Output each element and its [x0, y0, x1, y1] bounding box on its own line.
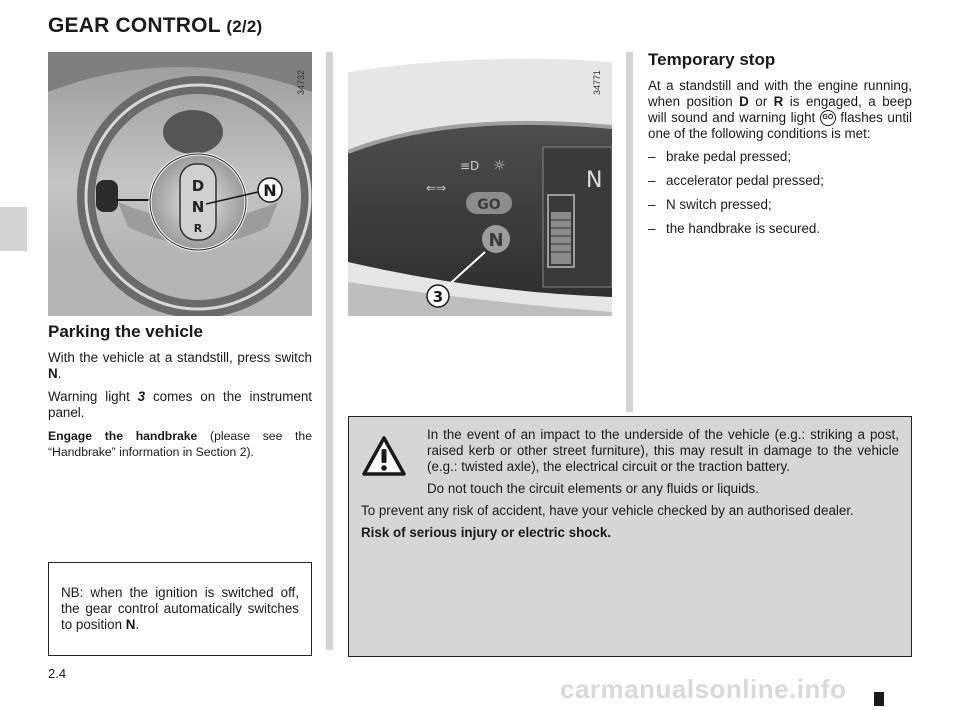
photo-ref-number: 34732	[296, 69, 306, 95]
warning-box	[348, 416, 912, 657]
go-warning-icon: GO	[820, 110, 836, 126]
gear-label-n: N	[191, 198, 205, 216]
parking-para-2: Warning light 3 comes on the instrument panel.	[48, 389, 312, 420]
list-item: – brake pedal pressed;	[648, 149, 792, 165]
temporary-stop-heading: Temporary stop	[648, 50, 776, 69]
page-number: 2.4	[48, 666, 67, 681]
conditions-list	[648, 149, 912, 237]
parking-para-1: With the vehicle at a standstill, press switch N.	[48, 350, 312, 381]
steering-wheel-photo	[48, 52, 312, 316]
page-title	[48, 14, 262, 38]
warning-para-3: To prevent any risk of accident, have your vehicle checked by an authorised dealer.	[361, 503, 854, 518]
instrument-panel-photo	[348, 52, 612, 316]
section-tab	[0, 207, 27, 251]
n-warning-light: N	[488, 230, 504, 251]
temporary-stop-section	[648, 50, 912, 245]
svg-text:N: N	[586, 168, 603, 193]
warning-para-2: Do not touch the circuit elements or any fluids or liquids.	[427, 481, 759, 496]
svg-text:⇐⇒: ⇐⇒	[426, 181, 447, 195]
list-item: – the handbrake is secured.	[648, 221, 821, 237]
callout-3-badge: 3	[432, 288, 444, 306]
temporary-stop-para: At a standstill and with the engine running, when position D or R is engaged, a beep will sound and warning light GO flashes until one of the following conditions is met:	[648, 78, 912, 142]
parking-para-3: Engage the handbrake (please see the “Handbrake” information in Section 2).	[48, 429, 312, 459]
list-item: – N switch pressed;	[648, 197, 772, 213]
corner-mark	[874, 692, 884, 706]
parking-section	[48, 322, 312, 467]
column-divider-right	[626, 52, 633, 412]
photo-ref-number-2: 34771	[592, 69, 602, 95]
title-text: GEAR CONTROL	[48, 14, 221, 37]
warning-para-1: In the event of an impact to the underside of the vehicle (e.g.: striking a post, raised kerb or other street furniture), this may result in damage to the vehicle (e.g.: twisted axle), the electrical circuit or the traction battery.	[427, 427, 899, 474]
nb-note-text: NB: when the ignition is switched off, the gear control automatically switches to position N.	[61, 585, 299, 632]
parking-heading: Parking the vehicle	[48, 322, 203, 341]
svg-text:☼: ☼	[493, 158, 506, 174]
list-item: – accelerator pedal pressed;	[648, 173, 824, 189]
gear-label-r: R	[193, 222, 203, 235]
instrument-panel-illustration	[348, 52, 612, 316]
warning-para-4: Risk of serious injury or electric shock.	[361, 525, 612, 540]
go-warning-light: GO	[477, 197, 501, 213]
nb-note-box	[48, 562, 312, 656]
callout-n-badge: N	[263, 181, 277, 200]
column-divider-left	[326, 52, 333, 650]
watermark: carmanualsonline.info	[560, 674, 847, 704]
title-subtitle: (2/2)	[226, 17, 263, 36]
svg-text:≡D: ≡D	[460, 159, 480, 173]
gear-label-d: D	[191, 177, 205, 195]
steering-wheel-illustration	[48, 52, 312, 316]
warning-triangle-icon	[361, 427, 427, 503]
